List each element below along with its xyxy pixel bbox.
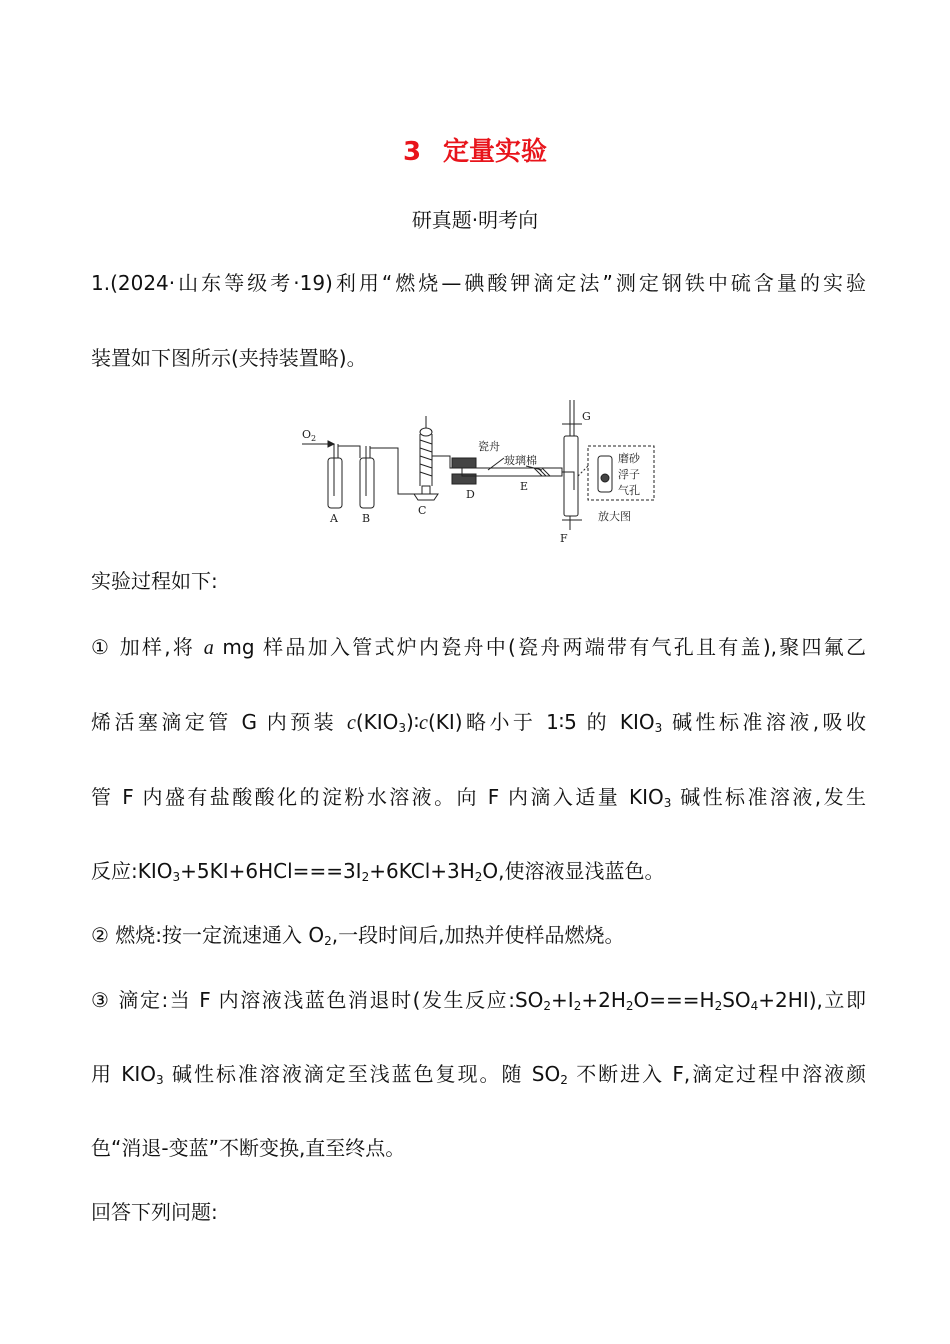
label-c: C (418, 504, 427, 517)
section-heading: 定量实验 (443, 137, 548, 167)
step1-l4-sub1: 3 (172, 870, 181, 884)
step1-l2-text-e: 碱性标准溶液,吸收 (662, 710, 867, 734)
step3-l1-sub3: 2 (625, 999, 634, 1013)
step2-text-b: ,一段时间后,加热并使样品燃烧。 (331, 923, 625, 947)
step1-l2-c1: c (346, 712, 356, 734)
step1-line-2 (91, 707, 866, 738)
step3-l1-sub2: 2 (573, 999, 582, 1013)
step2-line (91, 920, 866, 950)
section-subtitle: 研真题·明考向 (411, 208, 539, 232)
step1-l2-text-d: (KI)略小于 1∶5 的 KIO (427, 710, 655, 734)
step1-line-4 (91, 856, 866, 886)
label-g: G (582, 410, 591, 423)
step3-line-2 (91, 1059, 866, 1089)
step3-l1-sub5: 4 (750, 999, 759, 1013)
step1-l2-text-a: 烯活塞滴定管 G 内预装 (91, 710, 347, 734)
label-boat: 瓷舟 (478, 440, 500, 453)
step1-l1-text-b: mg 样品加入管式炉内瓷舟中(瓷舟两端带有气孔且有盖),聚四氟乙 (213, 635, 866, 659)
label-glass-wool: 玻璃棉 (504, 454, 537, 467)
step1-line-1 (91, 632, 866, 663)
step1-l3-sub: 3 (663, 796, 672, 810)
step1-l2-text-c: )∶ (406, 710, 420, 734)
apparatus-figure (298, 396, 658, 546)
step1-l4-sub2: 2 (361, 870, 370, 884)
step1-l4-sub3: 2 (474, 870, 483, 884)
step3-l1-sub1: 2 (543, 999, 552, 1013)
step1-var-a: a (203, 637, 214, 659)
step1-l4-text-c: +6KCl+3H (369, 859, 475, 883)
question-intro-line-2: 装置如下图所示(夹持装置略)。 (91, 346, 367, 370)
label-ground: 磨砂 (618, 452, 640, 465)
step1-l4-text-d: O,使溶液显浅蓝色。 (482, 859, 665, 883)
label-b: B (362, 512, 371, 525)
question-intro-text: 1.(2024·山东等级考·19)利用“燃烧—碘酸钾滴定法”测定钢铁中硫含量的实验 (91, 271, 866, 295)
step1-l2-c2: c (419, 712, 428, 734)
step3-l2-sub1: 3 (156, 1073, 164, 1087)
step3-l2-text-a: 用 KIO (91, 1062, 157, 1086)
step1-line-3 (91, 782, 866, 812)
step2-sub: 2 (324, 934, 332, 948)
step1-l4-text-a: 反应:KIO (91, 859, 173, 883)
label-a: A (330, 512, 338, 525)
step3-l2-text-c: 不断进入 F,滴定过程中溶液颜 (567, 1062, 866, 1086)
label-d: D (466, 488, 475, 501)
step3-l1-text-b: +I (551, 988, 574, 1012)
answer-prompt: 回答下列问题: (91, 1200, 218, 1224)
step1-l2-text-b: (KIO (355, 710, 399, 734)
step1-l3-text-a: 管 F 内盛有盐酸酸化的淀粉水溶液。向 F 内滴入适量 KIO (91, 785, 664, 809)
label-e: E (520, 480, 529, 493)
apparatus-diagram (298, 396, 658, 546)
label-float: 浮子 (618, 468, 640, 481)
step1-l3-text-b: 碱性标准溶液,发生 (671, 785, 866, 809)
step3-l1-text-f: +2HI),立即 (758, 988, 866, 1012)
label-zoom: 放大图 (598, 510, 631, 523)
step2-text-a: ② 燃烧:按一定流速通入 O (91, 923, 325, 947)
step3-l2-sub2: 2 (560, 1073, 568, 1087)
label-vent: 气孔 (618, 484, 640, 497)
step3-line-1 (91, 985, 866, 1015)
step1-l2-sub2: 3 (654, 721, 663, 735)
step3-l1-text-c: +2H (581, 988, 626, 1012)
process-title: 实验过程如下: (91, 569, 218, 593)
section-number: 3 (402, 137, 422, 167)
step3-l1-text-e: SO (722, 988, 751, 1012)
step3-l1-sub4: 2 (714, 999, 723, 1013)
step1-l1-text-a: ① 加样,将 (91, 635, 204, 659)
step1-l2-sub1: 3 (398, 721, 407, 735)
step3-l1-text-d: O===H (633, 988, 715, 1012)
label-o2: $O_2$ (302, 428, 317, 443)
step3-l1-text-a: ③ 滴定:当 F 内溶液浅蓝色消退时(发生反应:SO (91, 988, 544, 1012)
question-intro-line-1 (91, 268, 866, 298)
step3-l2-text-b: 碱性标准溶液滴定至浅蓝色复现。随 SO (163, 1062, 561, 1086)
label-f: F (560, 532, 568, 545)
step3-line-3: 色“消退-变蓝”不断变换,直至终点。 (91, 1136, 406, 1160)
step1-l4-text-b: +5KI+6HCl===3I (180, 859, 362, 883)
section-title (0, 131, 950, 168)
